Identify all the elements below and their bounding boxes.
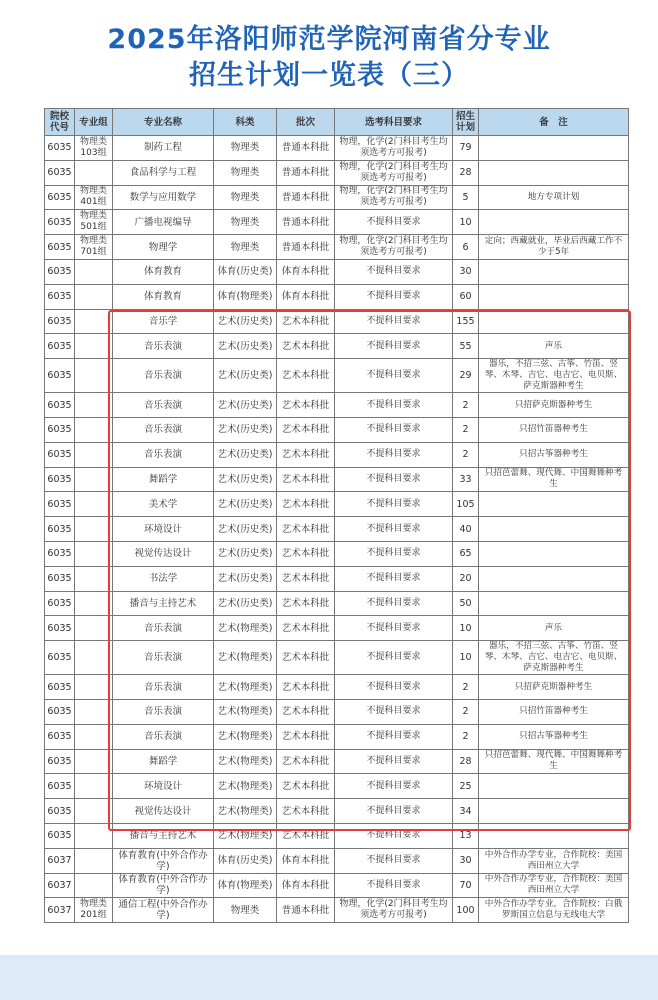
table-row xyxy=(45,185,629,210)
cell-code: 6035 xyxy=(45,417,75,442)
cell-code: 6035 xyxy=(45,259,75,284)
cell-code: 6035 xyxy=(45,566,75,591)
table-row xyxy=(45,641,629,675)
cell-code: 6035 xyxy=(45,541,75,566)
cell-category: 物理类 xyxy=(214,136,277,161)
cell-plan: 2 xyxy=(453,699,479,724)
cell-category: 体育(历史类) xyxy=(214,848,277,873)
cell-category: 艺术(物理类) xyxy=(214,799,277,824)
cell-category: 物理类 xyxy=(214,210,277,235)
table-row xyxy=(45,259,629,284)
cell-group xyxy=(75,774,113,799)
table-row xyxy=(45,235,629,260)
cell-subject-req: 不提科目要求 xyxy=(335,309,453,334)
cell-note xyxy=(479,591,629,616)
cell-category: 艺术(历史类) xyxy=(214,467,277,492)
cell-code: 6035 xyxy=(45,616,75,641)
cell-category: 艺术(历史类) xyxy=(214,334,277,359)
cell-category: 艺术(历史类) xyxy=(214,309,277,334)
cell-subject-req: 不提科目要求 xyxy=(335,724,453,749)
cell-category: 物理类 xyxy=(214,160,277,185)
cell-subject-req: 不提科目要求 xyxy=(335,334,453,359)
cell-batch: 艺术本科批 xyxy=(277,799,335,824)
cell-subject-req: 不提科目要求 xyxy=(335,359,453,393)
cell-plan: 2 xyxy=(453,442,479,467)
cell-category: 艺术(物理类) xyxy=(214,749,277,774)
cell-group xyxy=(75,616,113,641)
table-row xyxy=(45,417,629,442)
cell-plan: 2 xyxy=(453,417,479,442)
cell-note xyxy=(479,823,629,848)
cell-category: 艺术(物理类) xyxy=(214,675,277,700)
table-row xyxy=(45,823,629,848)
cell-subject-req: 不提科目要求 xyxy=(335,259,453,284)
cell-plan: 34 xyxy=(453,799,479,824)
cell-note xyxy=(479,799,629,824)
cell-group xyxy=(75,442,113,467)
cell-category: 艺术(物理类) xyxy=(214,616,277,641)
table-row xyxy=(45,492,629,517)
cell-plan: 40 xyxy=(453,517,479,542)
cell-category: 物理类 xyxy=(214,185,277,210)
cell-note: 只招竹笛器种考生 xyxy=(479,699,629,724)
cell-plan: 29 xyxy=(453,359,479,393)
cell-batch: 艺术本科批 xyxy=(277,774,335,799)
cell-plan: 2 xyxy=(453,724,479,749)
cell-category: 艺术(历史类) xyxy=(214,417,277,442)
cell-category: 艺术(物理类) xyxy=(214,641,277,675)
cell-batch: 艺术本科批 xyxy=(277,616,335,641)
cell-group xyxy=(75,517,113,542)
cell-code: 6035 xyxy=(45,136,75,161)
cell-code: 6037 xyxy=(45,898,75,923)
cell-category: 体育(历史类) xyxy=(214,259,277,284)
cell-subject-req: 不提科目要求 xyxy=(335,675,453,700)
col-header-code: 院校代号 xyxy=(45,109,75,136)
cell-note: 只招古筝器种考生 xyxy=(479,724,629,749)
cell-note xyxy=(479,541,629,566)
cell-subject-req: 不提科目要求 xyxy=(335,873,453,898)
cell-code: 6035 xyxy=(45,359,75,393)
cell-subject-req: 不提科目要求 xyxy=(335,541,453,566)
table-row xyxy=(45,210,629,235)
cell-code: 6035 xyxy=(45,160,75,185)
cell-batch: 体育本科批 xyxy=(277,873,335,898)
table-row xyxy=(45,898,629,923)
cell-note: 只招古筝器种考生 xyxy=(479,442,629,467)
cell-note xyxy=(479,136,629,161)
cell-plan: 6 xyxy=(453,235,479,260)
cell-major: 书法学 xyxy=(113,566,214,591)
cell-subject-req: 不提科目要求 xyxy=(335,699,453,724)
cell-batch: 艺术本科批 xyxy=(277,541,335,566)
table-row xyxy=(45,699,629,724)
cell-plan: 105 xyxy=(453,492,479,517)
cell-subject-req: 不提科目要求 xyxy=(335,848,453,873)
cell-batch: 体育本科批 xyxy=(277,284,335,309)
cell-code: 6035 xyxy=(45,724,75,749)
cell-major: 体育教育 xyxy=(113,284,214,309)
cell-group xyxy=(75,848,113,873)
table-row xyxy=(45,541,629,566)
cell-major: 播音与主持艺术 xyxy=(113,591,214,616)
cell-plan: 20 xyxy=(453,566,479,591)
cell-batch: 艺术本科批 xyxy=(277,393,335,418)
cell-batch: 普通本科批 xyxy=(277,210,335,235)
cell-major: 音乐表演 xyxy=(113,724,214,749)
cell-note: 器乐，不招三弦、古筝、竹笛、竖琴、木琴、吉它、电吉它、电贝斯、萨克斯器种考生 xyxy=(479,359,629,393)
cell-plan: 10 xyxy=(453,210,479,235)
cell-code: 6035 xyxy=(45,393,75,418)
cell-major: 音乐学 xyxy=(113,309,214,334)
table-row xyxy=(45,284,629,309)
cell-note: 定向；西藏就业，毕业后西藏工作不少于5年 xyxy=(479,235,629,260)
cell-batch: 艺术本科批 xyxy=(277,699,335,724)
cell-batch: 普通本科批 xyxy=(277,136,335,161)
cell-code: 6035 xyxy=(45,334,75,359)
table-row xyxy=(45,467,629,492)
cell-group xyxy=(75,591,113,616)
col-header-group: 专业组 xyxy=(75,109,113,136)
table-header-row xyxy=(45,109,629,136)
cell-group xyxy=(75,467,113,492)
cell-major: 视觉传达设计 xyxy=(113,799,214,824)
cell-batch: 艺术本科批 xyxy=(277,724,335,749)
cell-major: 音乐表演 xyxy=(113,641,214,675)
cell-group xyxy=(75,823,113,848)
cell-batch: 艺术本科批 xyxy=(277,641,335,675)
cell-batch: 艺术本科批 xyxy=(277,442,335,467)
cell-note xyxy=(479,309,629,334)
cell-category: 物理类 xyxy=(214,898,277,923)
table-row xyxy=(45,774,629,799)
table-row xyxy=(45,873,629,898)
cell-subject-req: 不提科目要求 xyxy=(335,616,453,641)
cell-subject-req: 不提科目要求 xyxy=(335,492,453,517)
col-header-category: 科类 xyxy=(214,109,277,136)
cell-plan: 155 xyxy=(453,309,479,334)
cell-subject-req: 不提科目要求 xyxy=(335,566,453,591)
cell-plan: 30 xyxy=(453,259,479,284)
cell-group: 物理类501组 xyxy=(75,210,113,235)
cell-batch: 艺术本科批 xyxy=(277,334,335,359)
cell-note: 只招竹笛器种考生 xyxy=(479,417,629,442)
cell-category: 艺术(历史类) xyxy=(214,517,277,542)
cell-note xyxy=(479,160,629,185)
cell-major: 制药工程 xyxy=(113,136,214,161)
cell-major: 物理学 xyxy=(113,235,214,260)
cell-note xyxy=(479,492,629,517)
cell-plan: 25 xyxy=(453,774,479,799)
cell-subject-req: 不提科目要求 xyxy=(335,641,453,675)
cell-batch: 艺术本科批 xyxy=(277,675,335,700)
table-row xyxy=(45,848,629,873)
table-row xyxy=(45,591,629,616)
cell-major: 食品科学与工程 xyxy=(113,160,214,185)
cell-note: 只招萨克斯器种考生 xyxy=(479,675,629,700)
cell-plan: 2 xyxy=(453,393,479,418)
cell-plan: 30 xyxy=(453,848,479,873)
cell-code: 6035 xyxy=(45,749,75,774)
cell-group: 物理类401组 xyxy=(75,185,113,210)
cell-group xyxy=(75,641,113,675)
cell-plan: 65 xyxy=(453,541,479,566)
cell-code: 6035 xyxy=(45,591,75,616)
cell-code: 6035 xyxy=(45,492,75,517)
cell-group: 物理类701组 xyxy=(75,235,113,260)
cell-group xyxy=(75,749,113,774)
table-row xyxy=(45,675,629,700)
cell-note: 中外合作办学专业，合作院校：白俄罗斯国立信息与无线电大学 xyxy=(479,898,629,923)
cell-major: 音乐表演 xyxy=(113,675,214,700)
cell-group xyxy=(75,799,113,824)
cell-major: 舞蹈学 xyxy=(113,749,214,774)
cell-note: 声乐 xyxy=(479,334,629,359)
cell-group xyxy=(75,492,113,517)
cell-batch: 艺术本科批 xyxy=(277,566,335,591)
cell-category: 艺术(物理类) xyxy=(214,699,277,724)
cell-plan: 10 xyxy=(453,641,479,675)
cell-batch: 体育本科批 xyxy=(277,848,335,873)
cell-plan: 10 xyxy=(453,616,479,641)
cell-major: 视觉传达设计 xyxy=(113,541,214,566)
cell-code: 6035 xyxy=(45,823,75,848)
cell-subject-req: 不提科目要求 xyxy=(335,284,453,309)
cell-subject-req: 物理，化学(2门科目考生均须选考方可报考) xyxy=(335,185,453,210)
table-row xyxy=(45,799,629,824)
cell-major: 音乐表演 xyxy=(113,442,214,467)
cell-group xyxy=(75,417,113,442)
col-header-major: 专业名称 xyxy=(113,109,214,136)
cell-major: 体育教育 xyxy=(113,259,214,284)
cell-note: 中外合作办学专业，合作院校：美国西田州立大学 xyxy=(479,873,629,898)
cell-code: 6035 xyxy=(45,641,75,675)
cell-code: 6035 xyxy=(45,675,75,700)
cell-category: 艺术(历史类) xyxy=(214,566,277,591)
cell-batch: 普通本科批 xyxy=(277,898,335,923)
cell-note: 只招芭蕾舞、现代舞、中国舞舞种考生 xyxy=(479,467,629,492)
cell-batch: 艺术本科批 xyxy=(277,309,335,334)
cell-note xyxy=(479,774,629,799)
cell-major: 舞蹈学 xyxy=(113,467,214,492)
cell-code: 6035 xyxy=(45,699,75,724)
cell-category: 艺术(历史类) xyxy=(214,492,277,517)
cell-code: 6037 xyxy=(45,873,75,898)
cell-group xyxy=(75,359,113,393)
cell-batch: 艺术本科批 xyxy=(277,417,335,442)
cell-plan: 50 xyxy=(453,591,479,616)
table-row xyxy=(45,160,629,185)
cell-subject-req: 不提科目要求 xyxy=(335,417,453,442)
cell-major: 音乐表演 xyxy=(113,359,214,393)
cell-plan: 28 xyxy=(453,160,479,185)
cell-plan: 33 xyxy=(453,467,479,492)
cell-code: 6035 xyxy=(45,309,75,334)
cell-subject-req: 不提科目要求 xyxy=(335,799,453,824)
table-row xyxy=(45,517,629,542)
table-row xyxy=(45,616,629,641)
table-row xyxy=(45,566,629,591)
cell-subject-req: 不提科目要求 xyxy=(335,517,453,542)
cell-plan: 70 xyxy=(453,873,479,898)
admission-plan-table xyxy=(44,108,629,923)
cell-code: 6035 xyxy=(45,442,75,467)
cell-plan: 28 xyxy=(453,749,479,774)
cell-group xyxy=(75,724,113,749)
cell-subject-req: 不提科目要求 xyxy=(335,467,453,492)
cell-major: 数学与应用数学 xyxy=(113,185,214,210)
cell-batch: 艺术本科批 xyxy=(277,517,335,542)
cell-group: 物理类103组 xyxy=(75,136,113,161)
cell-note xyxy=(479,259,629,284)
cell-note: 地方专项计划 xyxy=(479,185,629,210)
cell-subject-req: 不提科目要求 xyxy=(335,749,453,774)
cell-code: 6035 xyxy=(45,210,75,235)
cell-group xyxy=(75,541,113,566)
cell-plan: 5 xyxy=(453,185,479,210)
col-header-batch: 批次 xyxy=(277,109,335,136)
cell-batch: 艺术本科批 xyxy=(277,359,335,393)
title-line-2: 招生计划一览表（三） xyxy=(189,60,469,91)
cell-category: 艺术(历史类) xyxy=(214,442,277,467)
cell-major: 音乐表演 xyxy=(113,699,214,724)
table-row xyxy=(45,442,629,467)
cell-category: 艺术(物理类) xyxy=(214,724,277,749)
cell-group xyxy=(75,284,113,309)
col-header-subject-req: 选考科目要求 xyxy=(335,109,453,136)
cell-subject-req: 物理，化学(2门科目考生均须选考方可报考) xyxy=(335,898,453,923)
cell-plan: 60 xyxy=(453,284,479,309)
page-title xyxy=(0,22,658,94)
cell-major: 音乐表演 xyxy=(113,616,214,641)
cell-subject-req: 不提科目要求 xyxy=(335,442,453,467)
cell-batch: 体育本科批 xyxy=(277,259,335,284)
table-row xyxy=(45,309,629,334)
cell-group xyxy=(75,334,113,359)
cell-group: 物理类201组 xyxy=(75,898,113,923)
cell-major: 音乐表演 xyxy=(113,393,214,418)
cell-group xyxy=(75,699,113,724)
cell-batch: 普通本科批 xyxy=(277,235,335,260)
cell-batch: 艺术本科批 xyxy=(277,823,335,848)
cell-batch: 艺术本科批 xyxy=(277,467,335,492)
cell-note: 器乐，不招三弦、古筝、竹笛、竖琴、木琴、吉它、电吉它、电贝斯、萨克斯器种考生 xyxy=(479,641,629,675)
cell-code: 6035 xyxy=(45,284,75,309)
cell-group xyxy=(75,566,113,591)
cell-category: 物理类 xyxy=(214,235,277,260)
table-row xyxy=(45,359,629,393)
cell-major: 音乐表演 xyxy=(113,334,214,359)
cell-note xyxy=(479,517,629,542)
cell-subject-req: 物理，化学(2门科目考生均须选考方可报考) xyxy=(335,160,453,185)
cell-subject-req: 不提科目要求 xyxy=(335,774,453,799)
cell-category: 艺术(历史类) xyxy=(214,541,277,566)
cell-subject-req: 不提科目要求 xyxy=(335,393,453,418)
cell-note: 只招萨克斯器种考生 xyxy=(479,393,629,418)
cell-major: 体育教育(中外合作办学) xyxy=(113,873,214,898)
cell-major: 美术学 xyxy=(113,492,214,517)
cell-batch: 艺术本科批 xyxy=(277,591,335,616)
cell-code: 6035 xyxy=(45,774,75,799)
cell-major: 播音与主持艺术 xyxy=(113,823,214,848)
cell-major: 通信工程(中外合作办学) xyxy=(113,898,214,923)
cell-category: 艺术(物理类) xyxy=(214,823,277,848)
cell-group xyxy=(75,309,113,334)
cell-subject-req: 不提科目要求 xyxy=(335,210,453,235)
cell-note xyxy=(479,284,629,309)
cell-category: 体育(物理类) xyxy=(214,284,277,309)
cell-code: 6035 xyxy=(45,517,75,542)
table-row xyxy=(45,724,629,749)
cell-code: 6035 xyxy=(45,235,75,260)
cell-plan: 100 xyxy=(453,898,479,923)
cell-note xyxy=(479,210,629,235)
cell-category: 艺术(历史类) xyxy=(214,359,277,393)
cell-subject-req: 不提科目要求 xyxy=(335,823,453,848)
cell-batch: 艺术本科批 xyxy=(277,749,335,774)
title-line-1: 2025年洛阳师范学院河南省分专业 xyxy=(107,24,551,55)
cell-group xyxy=(75,160,113,185)
cell-category: 艺术(物理类) xyxy=(214,774,277,799)
cell-subject-req: 物理，化学(2门科目考生均须选考方可报考) xyxy=(335,136,453,161)
table-row xyxy=(45,749,629,774)
cell-major: 音乐表演 xyxy=(113,417,214,442)
cell-major: 环境设计 xyxy=(113,774,214,799)
cell-category: 艺术(历史类) xyxy=(214,393,277,418)
cell-plan: 2 xyxy=(453,675,479,700)
cell-subject-req: 物理，化学(2门科目考生均须选考方可报考) xyxy=(335,235,453,260)
cell-major: 体育教育(中外合作办学) xyxy=(113,848,214,873)
cell-major: 广播电视编导 xyxy=(113,210,214,235)
cell-plan: 13 xyxy=(453,823,479,848)
table-row xyxy=(45,334,629,359)
cell-note: 只招芭蕾舞、现代舞、中国舞舞种考生 xyxy=(479,749,629,774)
cell-batch: 普通本科批 xyxy=(277,160,335,185)
cell-note: 中外合作办学专业，合作院校：美国西田州立大学 xyxy=(479,848,629,873)
bottom-band xyxy=(0,955,658,1000)
cell-note: 声乐 xyxy=(479,616,629,641)
cell-group xyxy=(75,393,113,418)
table-row xyxy=(45,393,629,418)
cell-group xyxy=(75,259,113,284)
table-body xyxy=(45,136,629,923)
cell-group xyxy=(75,675,113,700)
cell-group xyxy=(75,873,113,898)
cell-category: 艺术(历史类) xyxy=(214,591,277,616)
cell-code: 6037 xyxy=(45,848,75,873)
cell-category: 体育(物理类) xyxy=(214,873,277,898)
cell-code: 6035 xyxy=(45,185,75,210)
cell-code: 6035 xyxy=(45,467,75,492)
cell-plan: 79 xyxy=(453,136,479,161)
col-header-note: 备 注 xyxy=(479,109,629,136)
cell-major: 环境设计 xyxy=(113,517,214,542)
cell-plan: 55 xyxy=(453,334,479,359)
cell-batch: 艺术本科批 xyxy=(277,492,335,517)
cell-note xyxy=(479,566,629,591)
cell-subject-req: 不提科目要求 xyxy=(335,591,453,616)
col-header-plan: 招生计划 xyxy=(453,109,479,136)
cell-batch: 普通本科批 xyxy=(277,185,335,210)
table-row xyxy=(45,136,629,161)
cell-code: 6035 xyxy=(45,799,75,824)
